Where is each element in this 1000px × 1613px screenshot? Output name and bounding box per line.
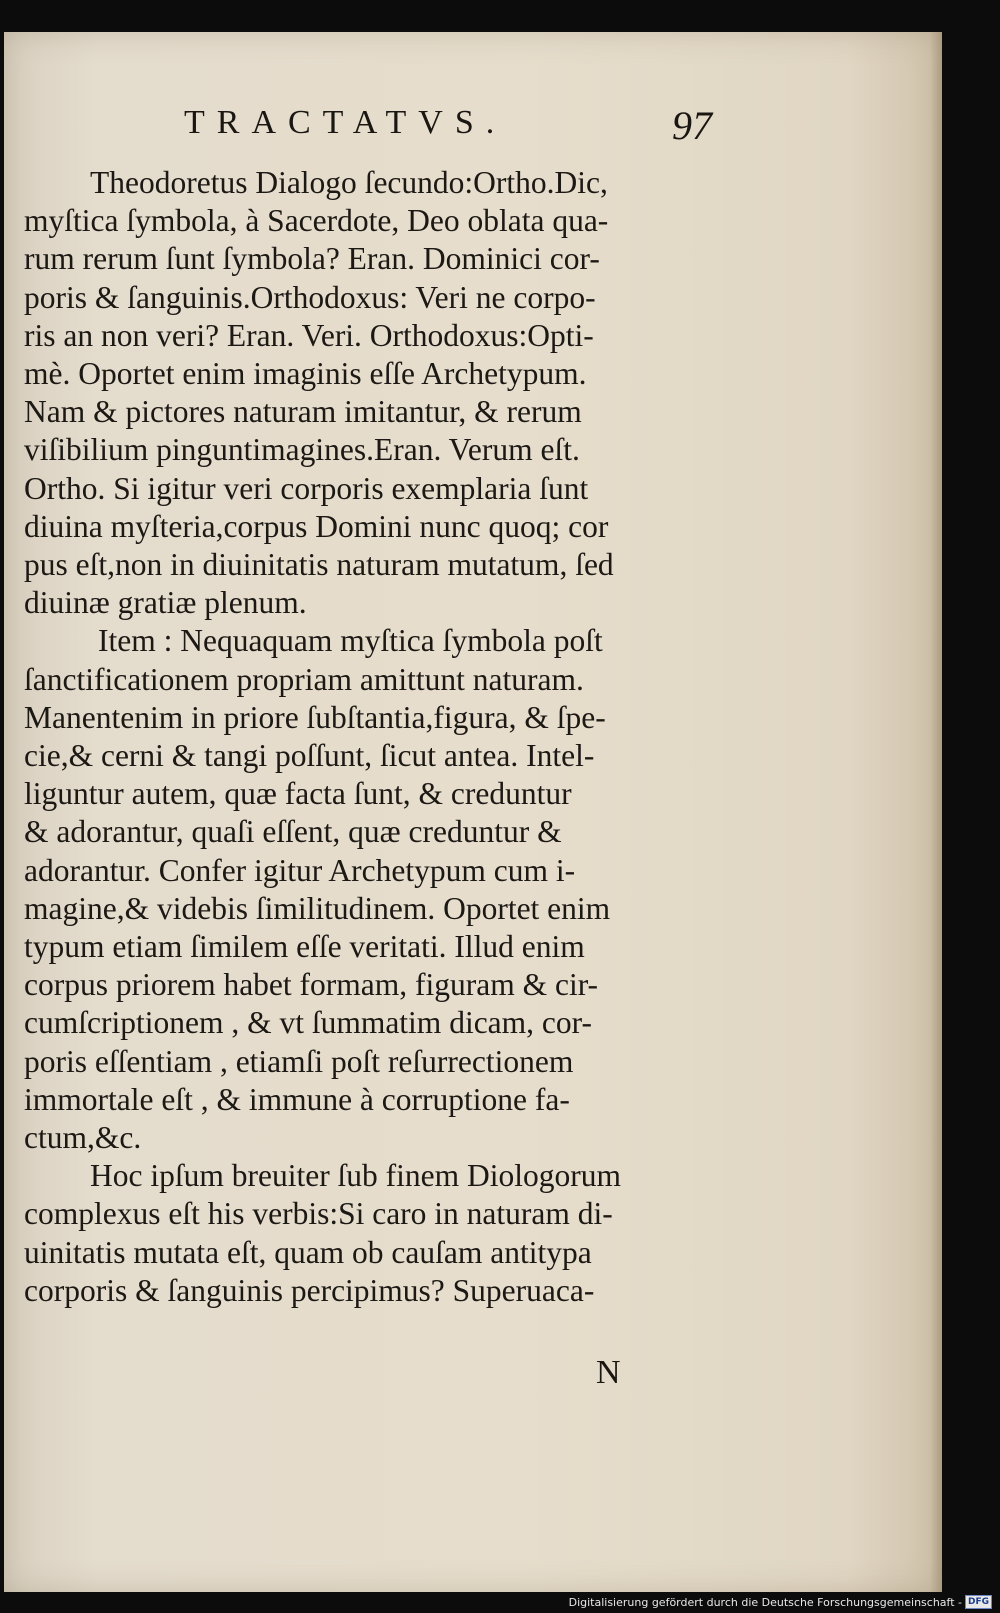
- text-line: corpus priorem habet formam, figuram & cir-: [24, 967, 599, 1003]
- footer-text: Digitalisierung gefördert durch die Deutsche Forschungsgemeinschaft -: [568, 1595, 962, 1609]
- signature-mark: N: [596, 1354, 621, 1391]
- text-line: ctum,&c.: [24, 1120, 142, 1156]
- text-line: complexus eſt his verbis:Si caro in naturam di-: [24, 1196, 613, 1232]
- running-head: TRACTATVS.: [184, 104, 507, 141]
- dfg-logo: DFG: [965, 1595, 992, 1609]
- text-line: Item : Nequaquam myſtica ſymbola poſt: [98, 623, 603, 659]
- text-line: diuina myſteria,corpus Domini nunc quoq; cor: [24, 508, 609, 544]
- text-line: pus eſt,non in diuinitatis naturam mutatum, ſed: [24, 547, 614, 583]
- text-line: viſibilium pinguntimagines.Eran. Verum eſt.: [24, 432, 580, 468]
- book-page: [4, 32, 942, 1592]
- text-line: ſanctificationem propriam amittunt naturam.: [24, 661, 584, 697]
- text-line: immortale eſt , & immune à corruptione fa-: [24, 1081, 570, 1117]
- text-line: cie,& cerni & tangi poſſunt, ſicut antea. Intel-: [24, 738, 595, 774]
- text-line: mè. Oportet enim imaginis eſſe Archetypum.: [24, 356, 587, 392]
- text-line: diuinæ gratiæ plenum.: [24, 585, 307, 621]
- digitization-footer: [569, 1593, 992, 1611]
- page-number: 97: [672, 103, 712, 148]
- body-text: [24, 164, 724, 1310]
- text-line: Hoc ipſum breuiter ſub finem Diologorum: [90, 1158, 622, 1194]
- text-line: magine,& videbis ſimilitudinem. Oportet enim: [24, 890, 611, 926]
- text-line: myſtica ſymbola, à Sacerdote, Deo oblata qua-: [24, 203, 609, 239]
- text-line: typum etiam ſimilem eſſe veritati. Illud enim: [24, 929, 585, 965]
- text-line: uinitatis mutata eſt, quam ob cauſam antitypa: [24, 1234, 592, 1270]
- text-line: poris & ſanguinis.Orthodoxus: Veri ne corpo-: [24, 279, 596, 315]
- text-line: adorantur. Confer igitur Archetypum cum i-: [24, 852, 576, 888]
- text-line: corporis & ſanguinis percipimus? Superuaca-: [24, 1272, 595, 1308]
- text-line: cumſcriptionem , & vt ſummatim dicam, cor-: [24, 1005, 592, 1041]
- text-line: Manentenim in priore ſubſtantia,figura, & ſpe-: [24, 699, 606, 735]
- text-line: poris eſſentiam , etiamſi poſt reſurrectionem: [24, 1043, 574, 1079]
- text-line: Ortho. Si igitur veri corporis exemplaria ſunt: [24, 470, 589, 506]
- text-line: & adorantur, quaſi eſſent, quæ creduntur &: [24, 814, 562, 850]
- text-line: Theodoretus Dialogo ſecundo:Ortho.Dic,: [90, 165, 608, 200]
- text-line: liguntur autem, quæ facta ſunt, & creduntur: [24, 776, 572, 812]
- text-line: Nam & pictores naturam imitantur, & rerum: [24, 394, 582, 430]
- text-line: ris an non veri? Eran. Veri. Orthodoxus:Opti-: [24, 317, 594, 353]
- text-line: rum rerum ſunt ſymbola? Eran. Dominici cor-: [24, 241, 600, 277]
